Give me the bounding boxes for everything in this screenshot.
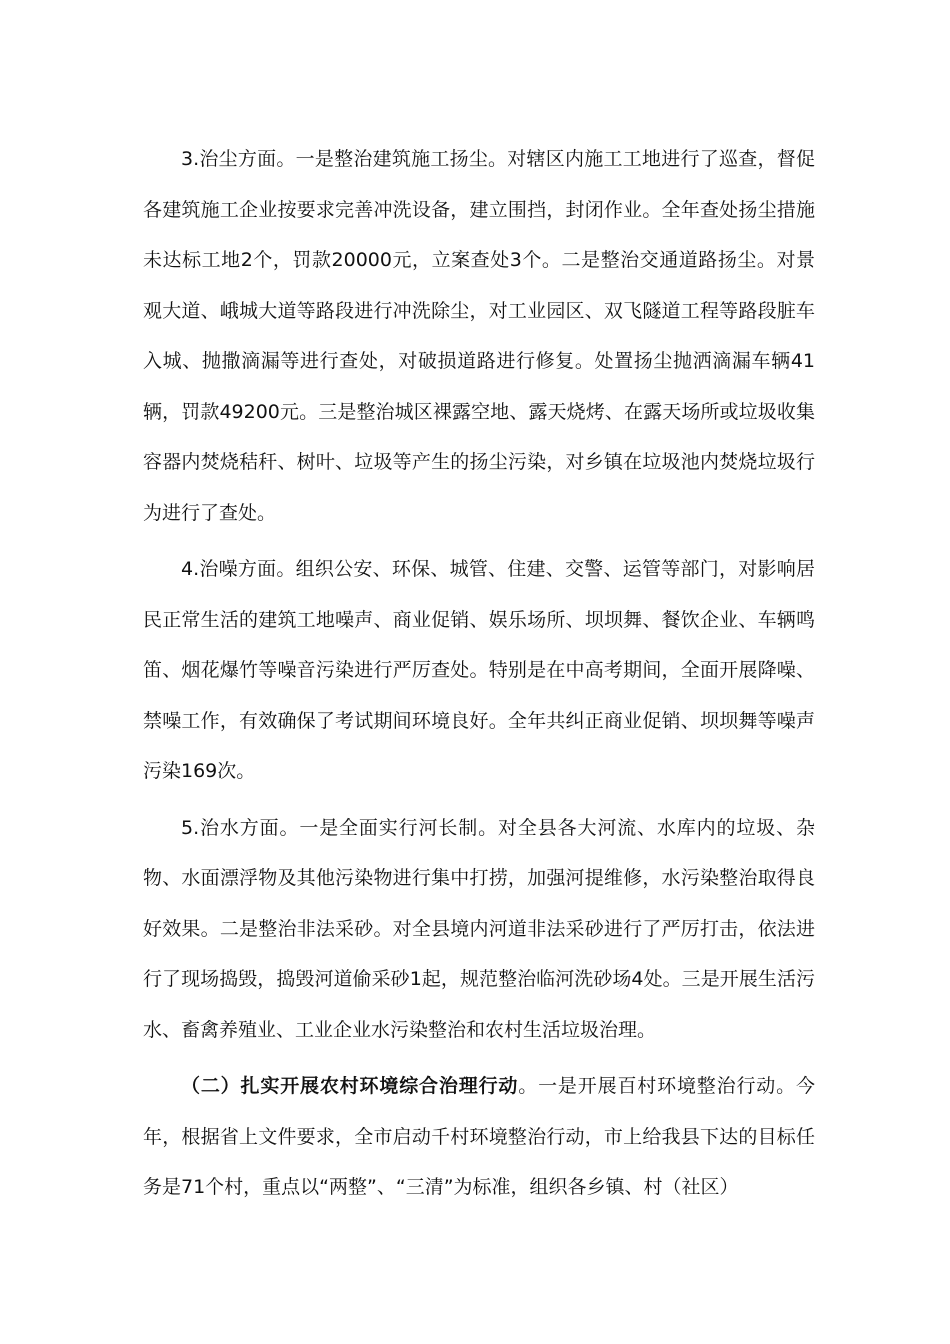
paragraph-rural-environment xyxy=(143,1061,815,1213)
paragraph-dust-control xyxy=(143,134,815,538)
paragraph-text: 4.治噪方面。组织公安、环保、城管、住建、交警、运管等部门，对影响居民正常生活的建筑工地噪声、商业促销、娱乐场所、坝坝舞、餐饮企业、车辆鸣笛、烟花爆竹等噪音污染进行严厉查处。特别是在中高考期间，全面开展降噪、禁噪工作，有效确保了考试期间环境良好。全年共纠正商业促销、坝坝舞等噪声污染169次。 xyxy=(143,558,815,782)
paragraph-noise-control xyxy=(143,544,815,797)
section-heading: （二）扎实开展农村环境综合治理行动 xyxy=(181,1075,519,1097)
paragraph-text: 。一是开展百村环境整治行动。今年，根据省上文件要求，全市启动千村环境整治行动，市上给我县下达的目标任务是71个村，重点以“两整”、“三清”为标准，组织各乡镇、村（社区） xyxy=(143,1075,815,1198)
document-body xyxy=(143,134,815,1213)
paragraph-water-control xyxy=(143,803,815,1056)
paragraph-text: 3.治尘方面。一是整治建筑施工扬尘。对辖区内施工工地进行了巡查，督促各建筑施工企业按要求完善冲洗设备，建立围挡，封闭作业。全年查处扬尘措施未达标工地2个，罚款20000元，立案查处3个。二是整治交通道路扬尘。对景观大道、峨城大道等路段进行冲洗除尘，对工业园区、双飞隧道工程等路段脏车入城、抛撒滴漏等进行查处，对破损道路进行修复。处置扬尘抛洒滴漏车辆41辆，罚款49200元。三是整治城区裸露空地、露天烧烤、在露天场所或垃圾收集容器内焚烧秸秆、树叶、垃圾等产生的扬尘污染，对乡镇在垃圾池内焚烧垃圾行为进行了查处。 xyxy=(143,148,815,524)
paragraph-text: 5.治水方面。一是全面实行河长制。对全县各大河流、水库内的垃圾、杂物、水面漂浮物及其他污染物进行集中打捞，加强河提维修，水污染整治取得良好效果。二是整治非法采砂。对全县境内河道非法采砂进行了严厉打击，依法进行了现场捣毁，捣毁河道偷采砂1起，规范整治临河洗砂场4处。三是开展生活污水、畜禽养殖业、工业企业水污染整治和农村生活垃圾治理。 xyxy=(143,816,815,1041)
